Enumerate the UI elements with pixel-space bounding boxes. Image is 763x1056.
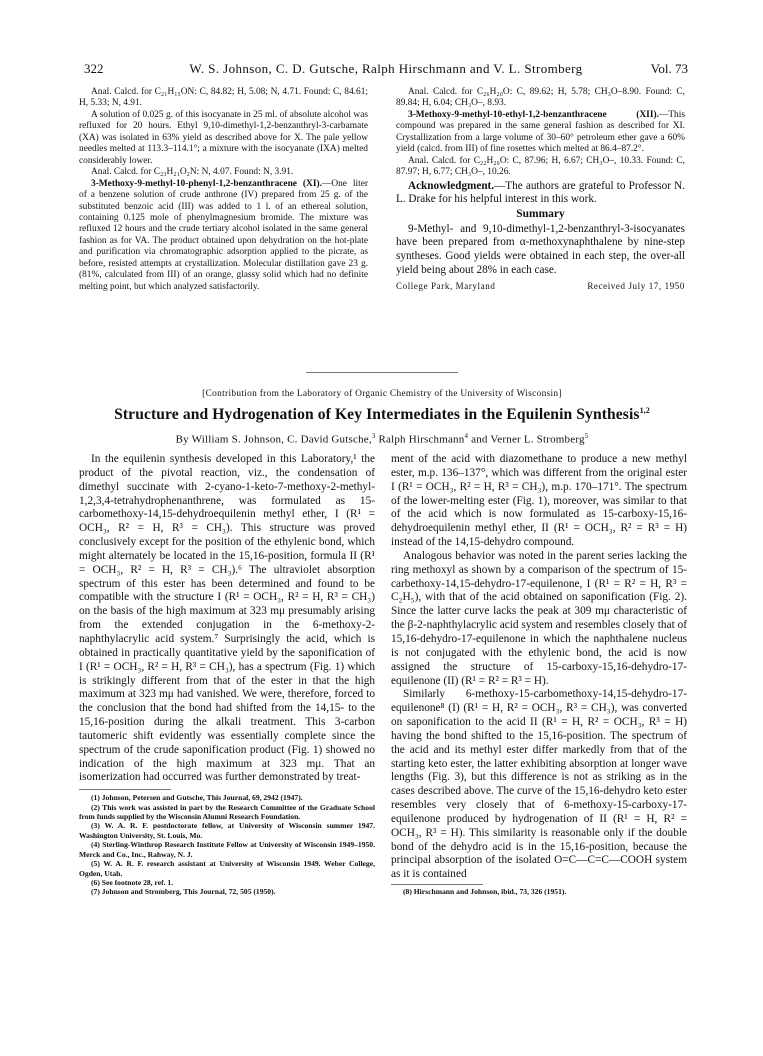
compound-xi-paragraph [79, 179, 368, 294]
footnote: (1) Johnson, Petersen and Gutsche, This Journal, 69, 2942 (1947). [91, 793, 303, 803]
analysis-paragraph: Anal. Calcd. for C₂₂H₂₀O: C, 87.96; H, 6.67; CH₃O–, 10.33. Found: C, 87.97; H, 6.77; CH₃O–, 10.26. [396, 155, 685, 178]
article-title-text: Structure and Hydrogenation of Key Intermediates in the Equilenin Synthesis [114, 406, 640, 424]
author-line [70, 432, 694, 446]
author-names: Ralph Hirschmann [378, 433, 465, 446]
footnote: (8) Hirschmann and Johnson, ibid., 73, 326 (1951). [403, 887, 567, 897]
body-paragraph: Similarly 6-methoxy-15-carbomethoxy-14,15-dehydro-17-equilenone⁸ (I) (R¹ = H, R² = OCH₃, R³ = CH₃), was converted on saponification to the acid II (R¹ = H, R² = OCH₃, R³ = H) having the bond shifted to the 15,16-position. The spectrum of the acid and its methyl ester differ markedly from that of the starting keto ester, the latter exhibiting absorption at longer wave lengths (Fig. 3), but this difference is not as striking as in the cases described above. The curve of the 15,16-dehydro keto ester resembles very closely that of 6-methoxy-15-carboxy-17-equilenone produced by hydrogenation of II (R¹ = H, R² = OCH₃, R³ = H). This similarity is reasonable only if the double bond of the dehydro acid is in the 15,16-position, because the principal absorption of the isolated O=C—C=C—COOH system as it is contained [391, 688, 687, 881]
body-paragraph: Analogous behavior was noted in the parent series lacking the ring methoxyl as shown by a comparison of the spectrum of 15-carbethoxy-14,15-dehydro-17-equilenone, I (R¹ = R² = H, R³ = C₂H₅), with that of the acid obtained on saponification (Fig. 2). Since the latter curve lacks the peak at 309 mμ characteristic of the β-2-naphthylacrylic acid system and resembles closely that of 15,16-dehydro-17-equilenone in which the naphthalene nucleus is not conjugated with the ethylenic bond, the acid is now assigned the structure of 15-carboxy-15,16-dehydro-17-equilenone (II) (R¹ = R² = R³ = H). [391, 549, 687, 687]
analysis-paragraph: Anal. Calcd. for C₂₆H₂₀O: C, 89.62; H, 5.78; CH₃O–8.90. Found: C, 89.84; H, 6.04; CH₃O–, 8.93. [396, 87, 685, 109]
body-paragraph: In the equilenin synthesis developed in this Laboratory,¹ the product of the pivotal reaction, viz., the condensation of dimethyl succinate with 2-cyano-1-keto-7-methoxy-2-methyl-1,2,3,4-tetrahydrophenanthrene, was formulated as 15-carbomethoxy-14,15-dehydroequilenin methyl ether, I (R¹ = OCH₃, R² = H, R³ = CH₃). This structure was proved conclusively except for the position of the ethylenic bond, which might alternately be located in the 15,16-position, formula II (R¹ = OCH₃, R² = H, R³ = CH₃).⁶ The ultraviolet absorption spectrum of this ester has been determined and found to be compatible with the structure I (R¹ = OCH₃, R² = H, R³ = CH₃) on the basis of the high maximum at 323 mμ presumably arising from the extended conjugation in the 6-methoxy-2-naphthylacrylic acid system.⁷ Surprisingly the acid, which is obtained in practically quantitative yield by the saponification of I (R¹ = OCH₃, R² = H, R³ = CH₃), has a spectrum (Fig. 1) which is strikingly different from that of the ester in that the high maximum at 323 mμ had vanished. We were, therefore, forced to the conclusion that the bond had shifted from the 14,15- to the 15,16-position during the alkali treatment. This 3-carbon tautomeric shift evidently was essentially complete since the spectrum of the crude saponification product (Fig. 1) showed no indication of the high maximum at 323 mμ. That an isomerization had occurred was further demonstrated by treat- [79, 453, 375, 784]
received-date: Received July 17, 1950 [587, 280, 685, 291]
compound-xi-text: —One liter of a benzene solution of crude anthrone (IV) prepared from 25 g. of the substituted benzoic acid (III) was added to 1 l. of an ethereal solution, containing 0.125 mole of phenylmagnesium bromide. The mixture was refluxed 12 hours and the crude tertiary alcohol isolated in the same general fashion as for VA. The product obtained upon dehydration on the hot-plate and purification via chromatographic adsorption applied to the picrate, as before, resisted attempts at crystallization. Molecular distillation gave 23 g. (81%, calculated from III) of an orange, glassy solid which had no definite melting point, but which analyzed satisfactorily. [79, 178, 368, 292]
top-left-column [79, 87, 368, 293]
author-and: and [471, 433, 488, 446]
author-footnote-mark: 3 [371, 432, 376, 440]
footnote: (7) Johnson and Stromberg, This Journal, 72, 505 (1950). [91, 887, 276, 897]
compound-xii-text: —This compound was prepared in the same general fashion as described for XI. Crystallization from a large volume of 30–60° petroleum ether gave a 60% yield (calcd. from III) of fine rosettes which melted at 86.4–87.2°. [396, 109, 685, 155]
acknowledgment-heading: Acknowledgment. [408, 179, 495, 192]
compound-xi-heading: 3-Methoxy-9-methyl-10-phenyl-1,2-benzanthracene (XI). [91, 178, 322, 189]
footnote: (4) Sterling-Winthrop Research Institute Fellow at University of Wisconsin 1949–1950. Merck and Co., Inc., Rahway, N. J. [79, 840, 375, 859]
body-right-column [391, 453, 687, 897]
footnote-divider [79, 789, 171, 790]
body-paragraph: ment of the acid with diazomethane to produce a new methyl ester, m.p. 136–137°, which was different from the original ester I (R¹ = OCH₃, R² = H, R³ = CH₃), m.p. 170–171°. The spectrum of the lower-melting ester (Fig. 1), moreover, was similar to that of the acid which is now formulated as 15-carboxy-15,16-dehydroequilenin methyl ether, II (R¹ = OCH₃, R² = R³ = H) instead of the 14,15-dehydro compound. [391, 453, 687, 549]
article-title [70, 406, 694, 424]
running-header [84, 61, 688, 79]
author-footnote-mark: 4 [464, 432, 469, 440]
running-head: W. S. Johnson, C. D. Gutsche, Ralph Hirschmann and V. L. Stromberg [189, 61, 583, 76]
author-names: Verner L. Stromberg [490, 433, 585, 446]
compound-xii-paragraph [396, 110, 685, 156]
footnote: (6) See footnote 28, ref. 1. [91, 877, 174, 887]
analysis-paragraph: Anal. Calcd. for C₂₁H₁₅ON: C, 84.82; H, 5.08; N, 4.71. Found: C, 84.61; H, 5.33; N, 4.91. [79, 87, 368, 109]
acknowledgment [396, 180, 685, 208]
acknowledgment-text: —The authors are grateful to Professor N. L. Drake for his helpful interest in this work. [396, 179, 685, 206]
footnote-divider [391, 884, 483, 885]
footnote: (5) W. A. R. F. research assistant at University of Wisconsin 1949. Weber College, Ogden, Utah. [79, 859, 375, 878]
author-names: William S. Johnson, C. David Gutsche, [191, 433, 372, 446]
summary-text: 9-Methyl- and 9,10-dimethyl-1,2-benzanthryl-3-isocyanates have been prepared from α-methoxynaphthalene by nine-step syntheses. Good yields were obtained in each step, the over-all yield being about 28% in each case. [396, 222, 685, 277]
body-left-column [79, 453, 375, 897]
page-number: 322 [84, 61, 104, 76]
compound-xii-heading: 3-Methoxy-9-methyl-10-ethyl-1,2-benzanthracene (XII). [408, 109, 659, 120]
section-divider [306, 372, 458, 373]
title-footnote-marks: 1,2 [639, 406, 650, 415]
top-right-column [396, 87, 685, 293]
analysis-paragraph: Anal. Calcd. for C₂₃H₂₁O₂N: N, 4.07. Found: N, 3.91. [91, 167, 294, 178]
affiliation-place: College Park, Maryland [396, 280, 496, 291]
footnote: (3) W. A. R. F. postdoctorate fellow, at University of Wisconsin summer 1947. Washington University, St. Louis, Mo. [79, 821, 375, 840]
author-by: By [175, 433, 189, 446]
footnote: (2) This work was assisted in part by the Research Committee of the Graduate School from funds supplied by the Wisconsin Alumni Research Foundation. [79, 802, 375, 822]
volume-label: Vol. 73 [650, 61, 688, 76]
author-footnote-mark: 5 [584, 432, 589, 440]
isocyanate-paragraph: A solution of 0.025 g. of this isocyanate in 25 ml. of absolute alcohol was refluxed for 20 hours. Ethyl 9,10-dimethyl-1,2-benzanthryl-3-carbamate (XA) was isolated in 63% yield as described above for X. The pale yellow needles melted at 113.3–114.1°; a mixture with the isocyanate (IXA) melted considerably lower. [79, 109, 368, 166]
summary-heading: Summary [516, 208, 565, 221]
contribution-line: [Contribution from the Laboratory of Organic Chemistry of the University of Wisconsin] [202, 389, 562, 399]
affiliation-line [396, 281, 685, 293]
